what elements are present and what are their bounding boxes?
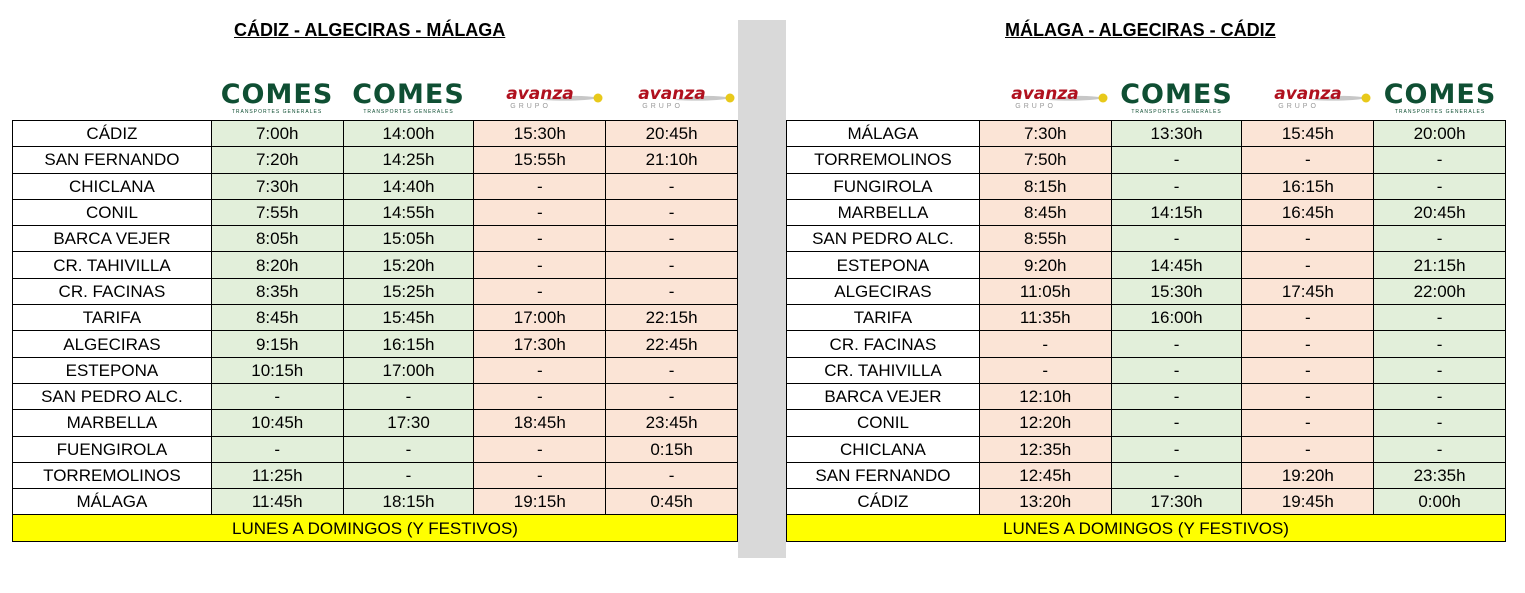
departure-time-cell: - [1242,252,1374,278]
departure-time-cell: 15:25h [343,278,474,304]
departure-time-cell: 7:20h [211,147,343,173]
table-row [787,489,1506,515]
footer-row [13,515,738,542]
avanza-logo-text: avanza [1274,84,1342,104]
departure-time-cell: 11:25h [211,462,343,488]
departure-time-cell: 17:00h [343,357,474,383]
departure-time-cell: 14:45h [1111,252,1242,278]
departure-time-cell: 16:15h [343,331,474,357]
departure-time-cell: 18:45h [474,410,606,436]
departure-time-cell: - [606,357,738,383]
departure-time-cell: - [1111,173,1242,199]
departure-time-cell: 10:45h [211,410,343,436]
departure-time-cell: 7:55h [211,199,343,225]
table-row [13,226,738,252]
departure-time-cell: - [1242,410,1374,436]
departure-time-cell: - [979,331,1111,357]
departure-time-cell: 8:45h [979,199,1111,225]
departure-time-cell: - [474,252,606,278]
table-row [13,147,738,173]
departure-time-cell: 14:40h [343,173,474,199]
departure-time-cell: - [1374,305,1506,331]
departure-time-cell: - [1111,383,1242,409]
panel-separator [738,20,786,558]
comes-logo [211,78,343,118]
departure-time-cell: - [1111,462,1242,488]
stop-name-cell: MÁLAGA [787,121,980,147]
stop-name-cell: CHICLANA [13,173,212,199]
departure-time-cell: - [979,357,1111,383]
departure-time-cell: 0:45h [606,489,738,515]
stop-name-cell: SAN FERNANDO [13,147,212,173]
avanza-logo-mark [1011,85,1079,111]
table-row [13,489,738,515]
table-row [13,173,738,199]
departure-time-cell: - [1242,357,1374,383]
departure-time-cell: - [1374,173,1506,199]
departure-time-cell: - [1111,357,1242,383]
comes-logo-subtext: TRANSPORTES GENERALES [363,109,454,115]
departure-time-cell: 10:15h [211,357,343,383]
departure-time-cell: - [1374,410,1506,436]
stop-name-cell: SAN PEDRO ALC. [13,383,212,409]
table-row [13,436,738,462]
departure-time-cell: 23:45h [606,410,738,436]
avanza-logo-mark [638,85,706,111]
table-row [13,278,738,304]
departure-time-cell: 7:00h [211,121,343,147]
comes-logo-subtext: TRANSPORTES GENERALES [1131,109,1222,115]
table-row [787,121,1506,147]
departure-time-cell: - [1242,147,1374,173]
table-row [13,410,738,436]
departure-time-cell: - [1242,383,1374,409]
table-row [787,331,1506,357]
departure-time-cell: 8:15h [979,173,1111,199]
departure-time-cell: 17:30h [474,331,606,357]
departure-time-cell: 11:45h [211,489,343,515]
avanza-logo-subtext: GRUPO [1015,103,1056,110]
departure-time-cell: - [474,357,606,383]
stop-name-cell: TORREMOLINOS [13,462,212,488]
table-row [787,462,1506,488]
table-row [13,357,738,383]
departure-time-cell: - [1111,226,1242,252]
departure-time-cell: 23:35h [1374,462,1506,488]
table-row [13,121,738,147]
stop-name-cell: TARIFA [787,305,980,331]
departure-time-cell: 0:00h [1374,489,1506,515]
table-row [787,199,1506,225]
table-row [787,173,1506,199]
stop-name-cell: MÁLAGA [13,489,212,515]
departure-time-cell: - [1242,305,1374,331]
departure-time-cell: - [1374,226,1506,252]
departure-time-cell: - [1374,383,1506,409]
departure-time-cell: - [343,383,474,409]
departure-time-cell: 7:50h [979,147,1111,173]
panel-title: MÁLAGA - ALGECIRAS - CÁDIZ [1005,20,1276,40]
table-row [787,410,1506,436]
departure-time-cell: 22:00h [1374,278,1506,304]
comes-logo-subtext: TRANSPORTES GENERALES [1394,109,1486,115]
departure-time-cell: - [474,383,606,409]
avanza-logo [606,78,738,118]
departure-time-cell: - [1242,436,1374,462]
table-row [787,383,1506,409]
stop-name-cell: ALGECIRAS [787,278,980,304]
departure-time-cell: - [606,252,738,278]
departure-time-cell: - [1374,331,1506,357]
departure-time-cell: - [211,383,343,409]
departure-time-cell: 20:45h [1374,199,1506,225]
departure-time-cell: - [474,278,606,304]
departure-time-cell: 16:45h [1242,199,1374,225]
departure-time-cell: - [474,226,606,252]
operator-logos-row [12,78,738,118]
departure-time-cell: - [343,436,474,462]
comes-logo-text: COMES [352,79,465,110]
departure-time-cell: 19:45h [1242,489,1374,515]
departure-time-cell: 17:45h [1242,278,1374,304]
departure-time-cell: 9:20h [979,252,1111,278]
departure-time-cell: 20:00h [1374,121,1506,147]
stop-name-cell: CONIL [13,199,212,225]
table-row [13,305,738,331]
stop-name-cell: SAN FERNANDO [787,462,980,488]
departure-time-cell: - [474,199,606,225]
departure-time-cell: 15:30h [474,121,606,147]
comes-logo [1111,78,1242,118]
service-days-footer: LUNES A DOMINGOS (Y FESTIVOS) [787,515,1506,542]
departure-time-cell: 11:05h [979,278,1111,304]
departure-time-cell: - [606,278,738,304]
table-row [787,226,1506,252]
table-row [13,383,738,409]
table-row [13,462,738,488]
departure-time-cell: 13:30h [1111,121,1242,147]
departure-time-cell: - [1111,331,1242,357]
stop-name-cell: MARBELLA [13,410,212,436]
stop-name-cell: BARCA VEJER [787,383,980,409]
departure-time-cell: - [211,436,343,462]
timetable [12,120,738,542]
departure-time-cell: 7:30h [211,173,343,199]
departure-time-cell: 16:00h [1111,305,1242,331]
departure-time-cell: - [1242,331,1374,357]
departure-time-cell: 19:15h [474,489,606,515]
departure-time-cell: 14:25h [343,147,474,173]
departure-time-cell: 8:20h [211,252,343,278]
departure-time-cell: 16:15h [1242,173,1374,199]
departure-time-cell: 12:20h [979,410,1111,436]
departure-time-cell: - [1374,436,1506,462]
stop-name-cell: TARIFA [13,305,212,331]
comes-logo-text: COMES [1383,79,1497,110]
stop-name-cell: MARBELLA [787,199,980,225]
stop-name-cell: CR. FACINAS [13,278,212,304]
departure-time-cell: 15:55h [474,147,606,173]
departure-time-cell: - [1242,226,1374,252]
comes-logo-text: COMES [1120,79,1233,110]
footer-row [787,515,1506,542]
departure-time-cell: 12:10h [979,383,1111,409]
departure-time-cell: - [1374,147,1506,173]
departure-time-cell: - [474,436,606,462]
table-row [787,147,1506,173]
departure-time-cell: 22:15h [606,305,738,331]
departure-time-cell: - [606,199,738,225]
departure-time-cell: 15:05h [343,226,474,252]
comes-logo-text: COMES [220,79,334,110]
departure-time-cell: - [606,173,738,199]
departure-time-cell: 22:45h [606,331,738,357]
comes-logo-subtext: TRANSPORTES GENERALES [231,109,323,115]
departure-time-cell: 7:30h [979,121,1111,147]
departure-time-cell: 18:15h [343,489,474,515]
table-row [13,252,738,278]
departure-time-cell: 8:45h [211,305,343,331]
comes-logo [343,78,474,118]
departure-time-cell: - [474,462,606,488]
departure-time-cell: 14:55h [343,199,474,225]
departure-time-cell: 12:35h [979,436,1111,462]
stop-name-cell: CR. TAHIVILLA [13,252,212,278]
stop-name-cell: ALGECIRAS [13,331,212,357]
table-row [787,436,1506,462]
departure-time-cell: - [1111,147,1242,173]
service-days-footer: LUNES A DOMINGOS (Y FESTIVOS) [13,515,738,542]
departure-time-cell: 17:30h [1111,489,1242,515]
avanza-logo-subtext: GRUPO [1278,103,1319,110]
stop-name-cell: ESTEPONA [787,252,980,278]
stop-name-cell: SAN PEDRO ALC. [787,226,980,252]
table-row [787,278,1506,304]
avanza-logo-mark [1274,85,1342,111]
departure-time-cell: 14:15h [1111,199,1242,225]
departure-time-cell: 15:20h [343,252,474,278]
stop-name-cell: FUNGIROLA [787,173,980,199]
departure-time-cell: 11:35h [979,305,1111,331]
departure-time-cell: 15:45h [1242,121,1374,147]
departure-time-cell: 8:05h [211,226,343,252]
departure-time-cell: - [1374,357,1506,383]
avanza-logo-mark [506,85,574,111]
departure-time-cell: 0:15h [606,436,738,462]
departure-time-cell: 12:45h [979,462,1111,488]
stop-name-cell: CHICLANA [787,436,980,462]
departure-time-cell: 9:15h [211,331,343,357]
avanza-logo [979,78,1111,118]
departure-time-cell: 21:10h [606,147,738,173]
departure-time-cell: - [606,462,738,488]
avanza-logo-subtext: GRUPO [510,103,551,110]
avanza-logo-subtext: GRUPO [642,103,683,110]
panel-title: CÁDIZ - ALGECIRAS - MÁLAGA [234,20,506,40]
avanza-logo [1242,78,1374,118]
avanza-logo-text: avanza [506,84,574,104]
stop-name-cell: CÁDIZ [13,121,212,147]
table-row [13,199,738,225]
departure-time-cell: 21:15h [1374,252,1506,278]
departure-time-cell: - [606,226,738,252]
table-row [787,252,1506,278]
stop-name-cell: FUENGIROLA [13,436,212,462]
avanza-logo [474,78,606,118]
avanza-logo-text: avanza [638,84,706,104]
departure-time-cell: 19:20h [1242,462,1374,488]
departure-time-cell: 14:00h [343,121,474,147]
stop-name-cell: CONIL [787,410,980,436]
table-row [13,331,738,357]
departure-time-cell: 20:45h [606,121,738,147]
departure-time-cell: - [1111,410,1242,436]
departure-time-cell: - [343,462,474,488]
stop-name-cell: ESTEPONA [13,357,212,383]
stop-name-cell: CÁDIZ [787,489,980,515]
stop-name-cell: CR. FACINAS [787,331,980,357]
departure-time-cell: 8:55h [979,226,1111,252]
departure-time-cell: - [1111,436,1242,462]
departure-time-cell: 17:00h [474,305,606,331]
comes-logo [1374,78,1506,118]
departure-time-cell: 15:45h [343,305,474,331]
stop-name-cell: CR. TAHIVILLA [787,357,980,383]
stop-name-cell: TORREMOLINOS [787,147,980,173]
departure-time-cell: 15:30h [1111,278,1242,304]
departure-time-cell: 17:30 [343,410,474,436]
stop-name-cell: BARCA VEJER [13,226,212,252]
timetable [786,120,1506,542]
departure-time-cell: - [606,383,738,409]
departure-time-cell: 8:35h [211,278,343,304]
avanza-logo-text: avanza [1011,84,1079,104]
departure-time-cell: 13:20h [979,489,1111,515]
operator-logos-row [786,78,1506,118]
departure-time-cell: - [474,173,606,199]
table-row [787,357,1506,383]
table-row [787,305,1506,331]
